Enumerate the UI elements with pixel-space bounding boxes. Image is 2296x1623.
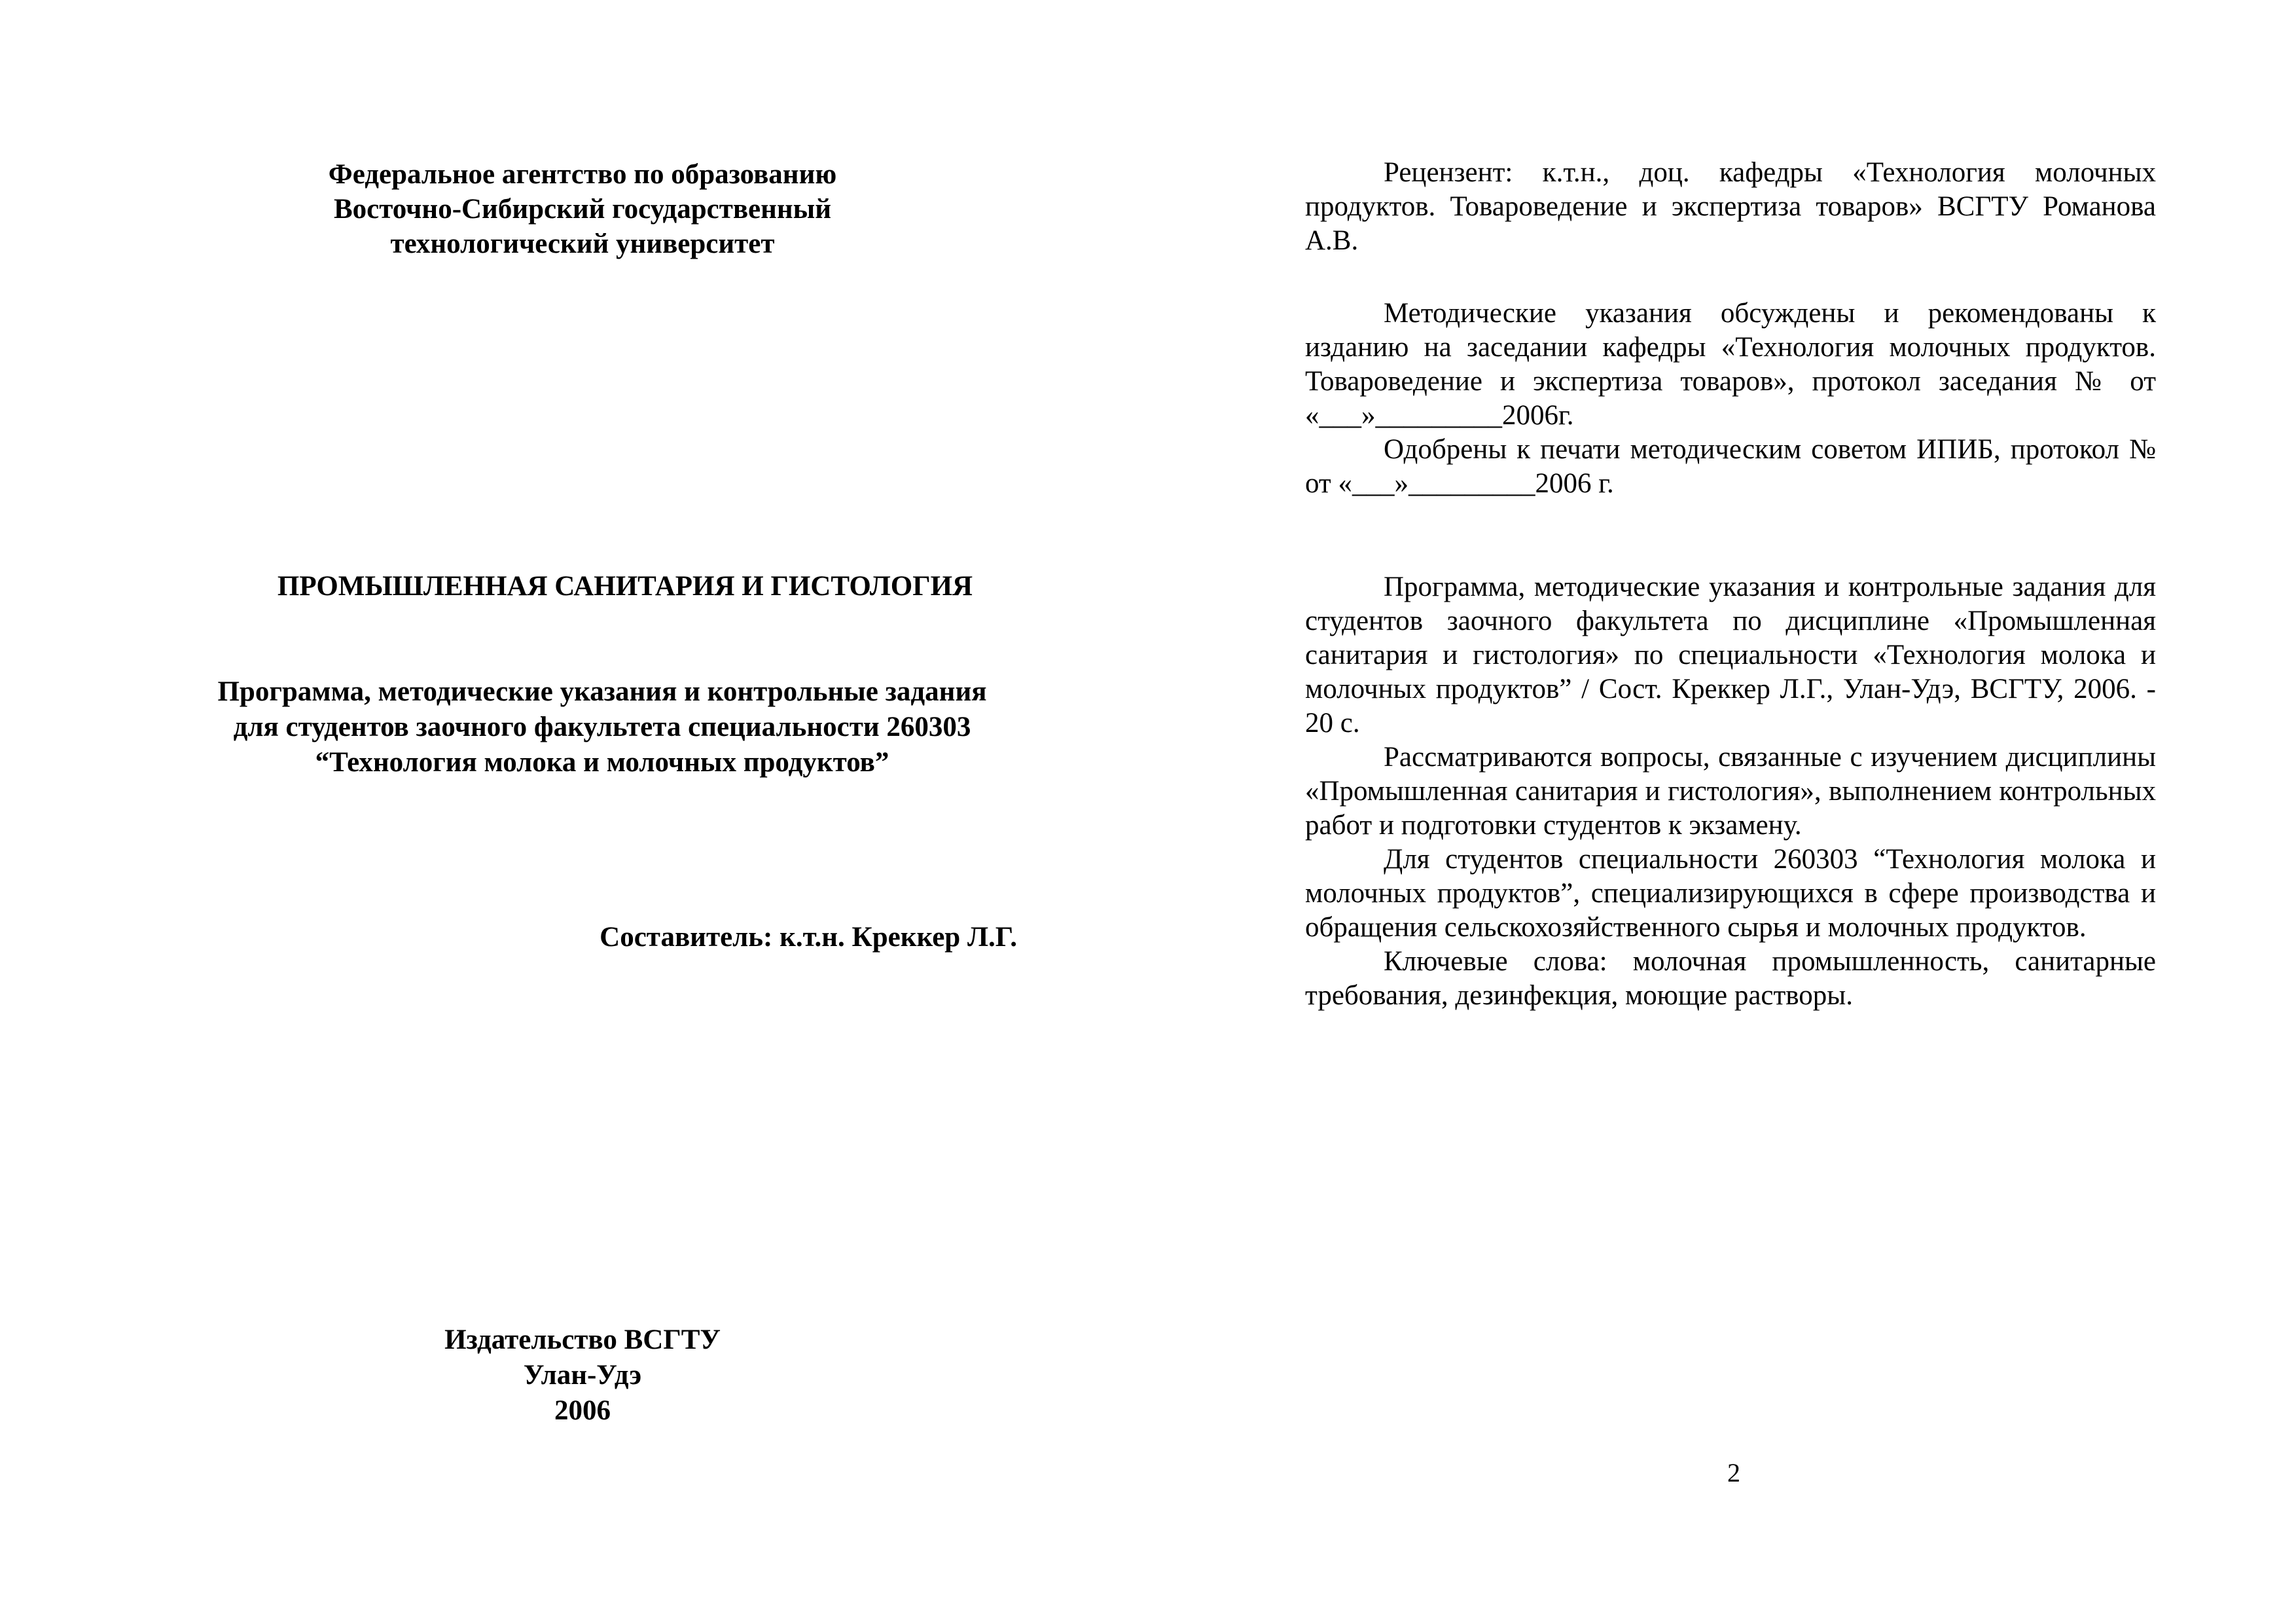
discussed-paragraph: Методические указания обсуждены и рекомендованы к изданию на заседании кафедры «Технология молочных продуктов. Товароведение и экспертиза товаров», протокол заседания № от «___»_________2006г. (1305, 298, 2156, 431)
reviewer-block (1305, 156, 2156, 258)
subtitle-line: для студентов заочного факультета специальности 260303 (233, 712, 971, 742)
header-line: технологический университет (390, 228, 775, 259)
publisher-name: Издательство ВСГТУ (444, 1324, 721, 1355)
annotation-title-paragraph: Программа, методические указания и контрольные задания для студентов заочного факультета по дисциплине «Промышленная санитария и гистология» по специальности «Технология молока и молочных продуктов” / Сост. Креккер Л.Г., Улан-Удэ, ВСГТУ, 2006. - 20 с. (1305, 572, 2156, 739)
header-line: Восточно-Сибирский государственный (333, 194, 832, 225)
publisher-block (386, 1322, 779, 1429)
document-title: ПРОМЫШЛЕННАЯ САНИТАРИЯ И ГИСТОЛОГИЯ (277, 571, 973, 602)
subtitle-line: “Технология молока и молочных продуктов” (315, 747, 889, 778)
approval-block (1305, 297, 2156, 501)
publisher-city: Улан-Удэ (523, 1360, 642, 1391)
subtitle-line: Программа, методические указания и контрольные задания (217, 676, 987, 707)
annotation-block (1305, 570, 2156, 1013)
reviewer-paragraph: Рецензент: к.т.н., доц. кафедры «Технология молочных продуктов. Товароведение и экспертиза товаров» ВСГТУ Романова А.В. (1305, 157, 2156, 256)
document-subtitle (151, 674, 1054, 780)
compiler-credit: Составитель: к.т.н. Креккер Л.Г. (600, 922, 1017, 953)
page-number: 2 (1727, 1458, 1740, 1487)
header-line: Федеральное агентство по образованию (328, 159, 837, 190)
publisher-year: 2006 (554, 1395, 611, 1426)
institution-header (295, 157, 870, 261)
annotation-scope-paragraph: Рассматриваются вопросы, связанные с изучением дисциплины «Промышленная санитария и гистология», выполнением контрольных работ и подготовки студентов к экзамену. (1305, 742, 2156, 841)
right-page (1148, 0, 2296, 1623)
annotation-audience-paragraph: Для студентов специальности 260303 “Технология молока и молочных продуктов”, специализирующихся в сфере производства и обращения сельскохозяйственного сырья и молочных продуктов. (1305, 844, 2156, 943)
keywords-paragraph: Ключевые слова: молочная промышленность, санитарные требования, дезинфекция, моющие растворы. (1305, 946, 2156, 1011)
approved-paragraph: Одобрены к печати методическим советом ИПИБ, протокол № от «___»_________2006 г. (1305, 434, 2156, 499)
